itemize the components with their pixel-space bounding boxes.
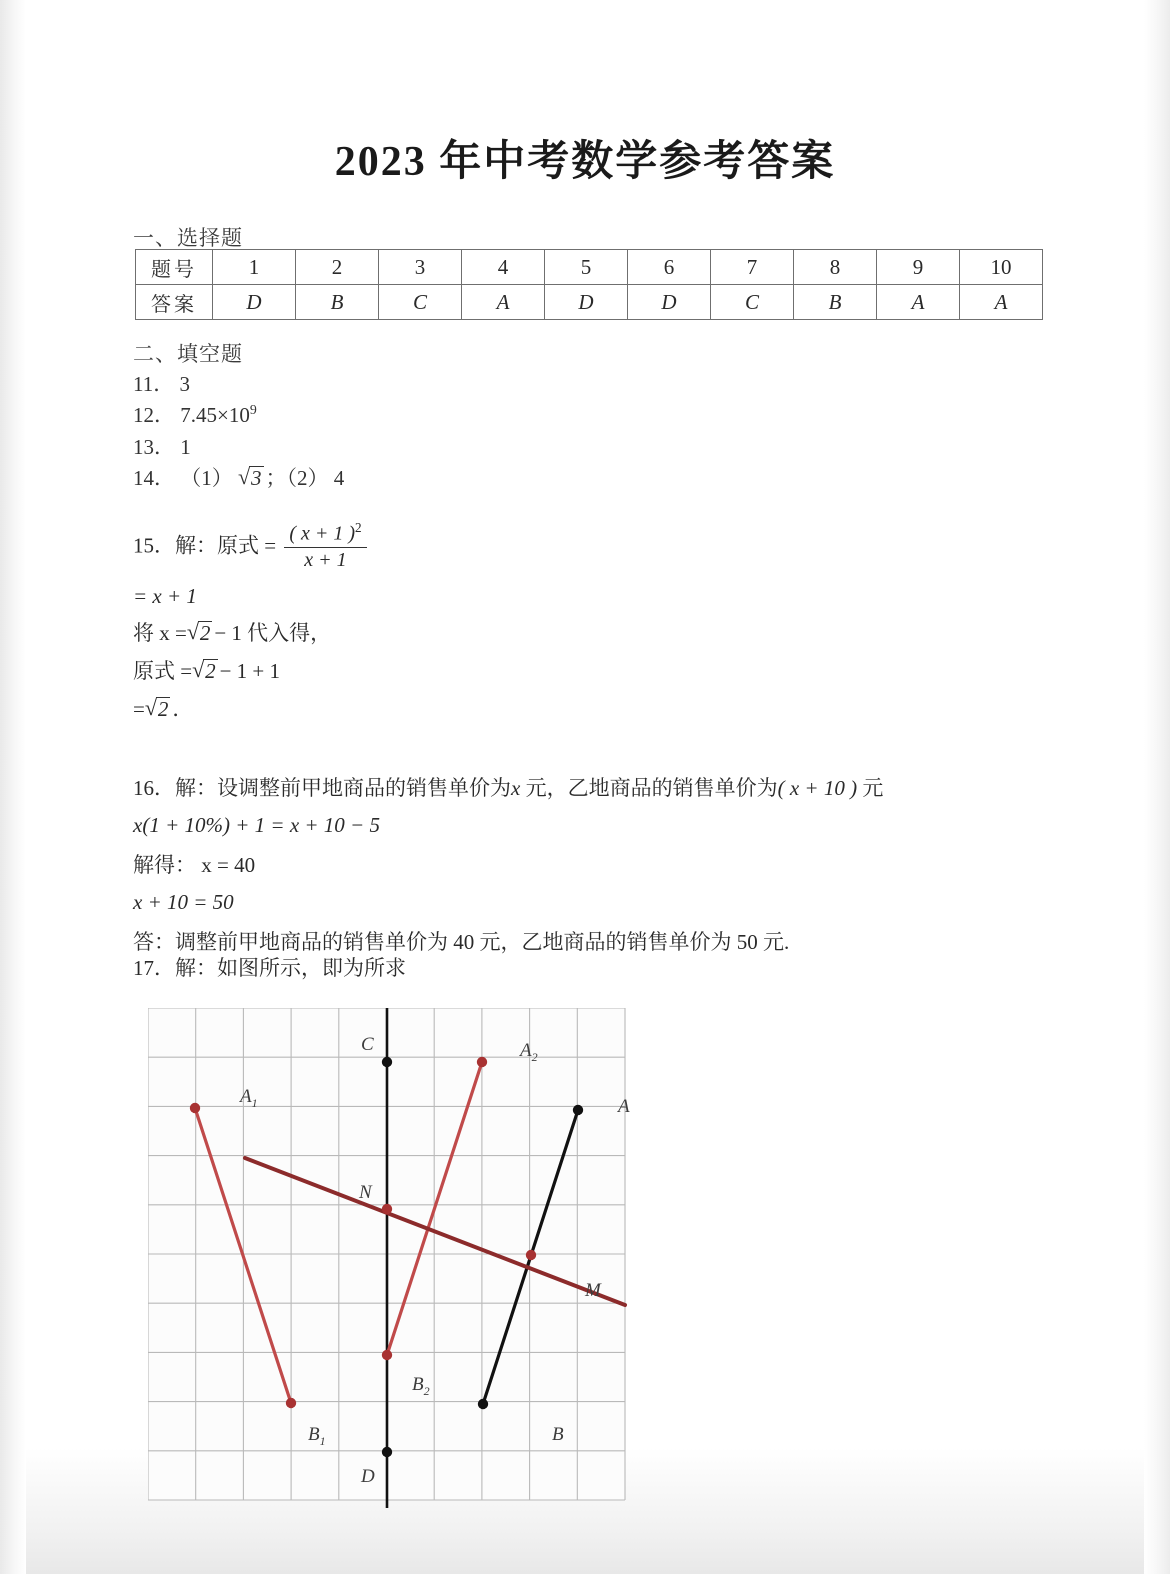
item-number-13: 13． (133, 435, 175, 459)
point-C (382, 1057, 392, 1067)
answer-line-12 (133, 399, 257, 429)
item-mantissa-12: 7.45 (180, 403, 217, 427)
point-label-A: A (618, 1096, 630, 1117)
multiple-choice-answer-table (135, 249, 1043, 320)
item-number-11: 11． (133, 372, 175, 396)
question-number-cell: 2 (296, 250, 379, 285)
item-value-13: 1 (180, 435, 191, 459)
solution-block-15 (133, 522, 370, 729)
q15-line4-suffix: − 1 + 1 (219, 658, 281, 683)
point-label-A1: $A_1$ (240, 1086, 258, 1110)
item-times-12: ×10 (217, 403, 250, 427)
answer-cell: D (213, 285, 296, 320)
question-number-cell: 9 (877, 250, 960, 285)
q15-line3-prefix: 将 x = (133, 620, 187, 645)
answer-line-14 (133, 462, 344, 492)
question-number-cell: 5 (545, 250, 628, 285)
solution-heading-17: 17．解：如图所示，即为所求 (133, 956, 406, 980)
answer-cell: C (711, 285, 794, 320)
point-A2 (477, 1057, 487, 1067)
point-B2 (382, 1350, 392, 1360)
item-value2-14: 4 (333, 466, 345, 490)
fraction-x-plus-1-squared-over-x-plus-1 (284, 520, 366, 572)
q16-line1-part-c: 元 (862, 776, 884, 800)
answer-cell: C (379, 285, 462, 320)
q15-line5-suffix: ． (172, 696, 194, 721)
table-row-question-numbers (136, 250, 1043, 285)
solution-block-16 (133, 772, 883, 967)
answer-cell: B (794, 285, 877, 320)
answer-cell: D (545, 285, 628, 320)
point-N (382, 1204, 392, 1214)
q16-line-2: x(1 + 10%) + 1 = x + 10 − 5 (133, 813, 380, 837)
q15-line5-prefix: = (133, 696, 145, 721)
point-D (382, 1447, 392, 1457)
fraction-numerator: ( x + 1 )$^2$ (284, 520, 366, 548)
point-A1 (190, 1103, 200, 1113)
question-number-cell: 8 (794, 250, 877, 285)
point-M (526, 1250, 536, 1260)
q15-label: 15．解：原式 (133, 533, 259, 558)
question-number-cell: 3 (379, 250, 462, 285)
section-heading-fill-in: 二、填空题 (133, 342, 243, 366)
point-label-C: C (361, 1034, 374, 1055)
row-header-question: 题号 (136, 250, 213, 285)
radical-sqrt-2: √ 2 (192, 659, 220, 684)
answer-cell: A (462, 285, 545, 320)
item-mid-14: ；（2） (265, 466, 329, 490)
point-A (573, 1105, 583, 1115)
geometry-construction-figure (148, 1008, 630, 1508)
question-number-cell: 4 (462, 250, 545, 285)
point-label-D: D (361, 1466, 375, 1487)
question-number-cell: 10 (960, 250, 1043, 285)
row-header-answer: 答案 (136, 285, 213, 320)
q16-line-4: x + 10 = 50 (133, 890, 234, 914)
q15-line-1 (133, 522, 370, 574)
answer-cell: B (296, 285, 379, 320)
question-number-cell: 1 (213, 250, 296, 285)
q16-line-5: 答：调整前甲地商品的销售单价为 40 元，乙地商品的销售单价为 50 元. (133, 930, 790, 954)
question-number-cell: 6 (628, 250, 711, 285)
point-B1 (286, 1398, 296, 1408)
section-heading-choice: 一、选择题 (133, 226, 243, 250)
q15-line-2: = x + 1 (133, 583, 197, 608)
page-title: 2023 年中考数学参考答案 (334, 139, 836, 185)
point-label-N: N (359, 1182, 372, 1203)
q16-line-1 (133, 772, 883, 802)
answer-line-11 (133, 368, 190, 398)
q16-expression-x-plus-10: ( x + 10 ) (777, 776, 858, 800)
radical-sqrt-2: √ 2 (187, 621, 215, 646)
q15-line3-suffix: − 1 代入得， (214, 620, 332, 645)
q16-line1-part-a: 16．解：设调整前甲地商品的销售单价为 (133, 776, 511, 800)
fraction-denominator: x + 1 (304, 548, 347, 571)
q15-line-4 (133, 655, 370, 685)
answer-cell: D (628, 285, 711, 320)
item-number-14: 14． (133, 466, 175, 490)
q15-equals: = (264, 533, 277, 558)
q15-line-3 (133, 617, 370, 647)
q15-line-5 (133, 693, 370, 723)
answer-line-13 (133, 431, 191, 461)
item-exponent-12: 9 (249, 402, 257, 417)
point-label-M: M (585, 1280, 601, 1301)
point-label-B: B (552, 1424, 564, 1445)
answer-cell: A (960, 285, 1043, 320)
item-value-11: 3 (179, 372, 190, 396)
point-label-B1: $B_1$ (308, 1424, 326, 1448)
item-number-12: 12． (133, 403, 175, 427)
point-B (478, 1399, 488, 1409)
radical-sqrt-2: √ 2 (145, 697, 173, 722)
table-row-answers (136, 285, 1043, 320)
radical-sqrt-3: √ 3 (238, 466, 266, 491)
q16-variable-x: x (511, 776, 521, 800)
point-label-A2: $A_2$ (520, 1040, 538, 1064)
q15-line4-prefix: 原式 = (133, 658, 193, 683)
item-prefix-14: （1） (180, 466, 233, 490)
q16-line1-part-b: 元，乙地商品的销售单价为 (525, 776, 778, 800)
q16-line-3: 解得： x = 40 (133, 853, 256, 877)
answer-cell: A (877, 285, 960, 320)
question-number-cell: 7 (711, 250, 794, 285)
point-label-B2: $B_2$ (412, 1374, 430, 1398)
